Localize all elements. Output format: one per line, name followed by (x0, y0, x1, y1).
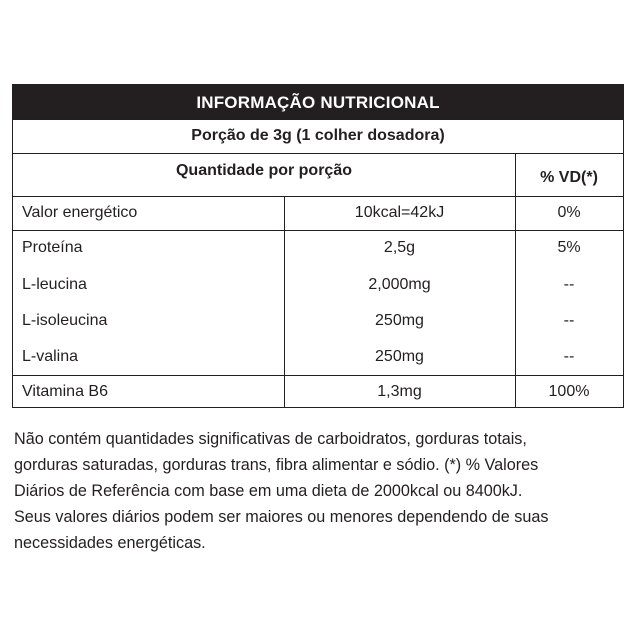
table-title: INFORMAÇÃO NUTRICIONAL (13, 85, 623, 120)
portion-size: Porção de 3g (1 colher dosadora) (13, 120, 623, 154)
nutrient-amount: 10kcal=42kJ (354, 204, 445, 221)
nutrient-amount: 2,000mg (368, 276, 431, 293)
vd-header: % VD(*) (540, 169, 598, 186)
table-row (13, 196, 623, 230)
nutrient-name: L-valina (22, 348, 79, 365)
footnote-line: Diários de Referência com base em uma dieta de 2000kcal ou 8400kJ. (14, 482, 523, 500)
nutrient-vd: -- (563, 312, 575, 329)
nutrient-name: Proteína (22, 239, 83, 256)
nutrient-name: Valor energético (22, 204, 138, 221)
footnote-line: necessidades energéticas. (14, 534, 206, 552)
footnote (14, 426, 628, 556)
nutrient-amount: 2,5g (383, 239, 416, 256)
nutrient-vd: 100% (548, 383, 590, 400)
nutrition-facts-table (12, 84, 624, 408)
nutrient-amount: 1,3mg (377, 383, 422, 400)
table-row (13, 375, 623, 408)
nutrient-vd: -- (563, 348, 575, 365)
nutrient-amount: 250mg (375, 348, 424, 365)
table-row (13, 303, 623, 339)
nutrient-name: L-leucina (22, 276, 87, 293)
nutrient-vd: 0% (557, 204, 581, 221)
nutrient-name: Vitamina B6 (22, 383, 108, 400)
table-row (13, 266, 623, 303)
nutrient-vd: -- (563, 276, 575, 293)
nutrient-vd: 5% (557, 239, 581, 256)
table-row (13, 230, 623, 266)
quantity-header: Quantidade por porção (175, 162, 352, 179)
table-row (13, 339, 623, 375)
footnote-line: gorduras saturadas, gorduras trans, fibra alimentar e sódio. (*) % Valores (14, 456, 539, 474)
footnote-line: Não contém quantidades significativas de carboidratos, gorduras totais, (14, 430, 527, 448)
nutrient-amount: 250mg (375, 312, 424, 329)
footnote-line: Seus valores diários podem ser maiores ou menores dependendo de suas (14, 508, 549, 526)
nutrient-name: L-isoleucina (22, 312, 108, 329)
